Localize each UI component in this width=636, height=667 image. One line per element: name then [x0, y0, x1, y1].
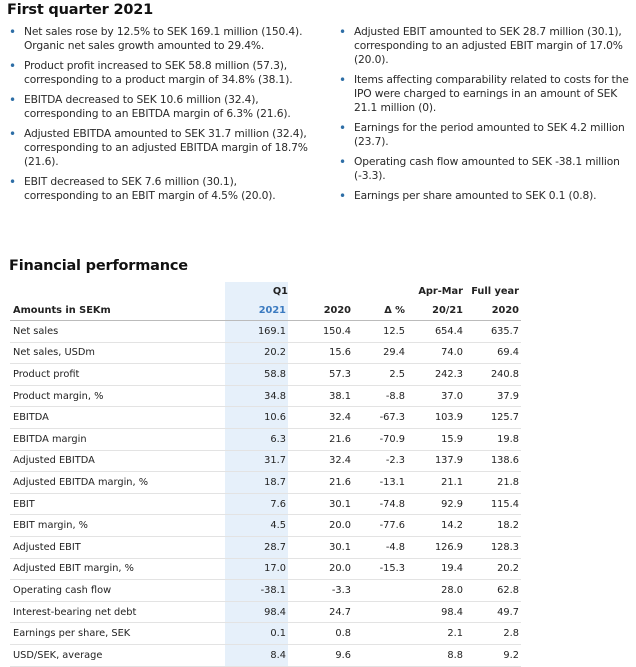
row-label: Operating cash flow	[10, 580, 225, 602]
row-label: EBITDA margin	[10, 428, 225, 450]
table-cell: 169.1	[225, 321, 288, 343]
table-cell: -15.3	[353, 558, 407, 580]
table-cell	[353, 644, 407, 666]
table-cell: 32.4	[288, 407, 353, 429]
table-cell: 30.1	[288, 536, 353, 558]
bullet-icon: •	[339, 73, 346, 87]
table-cell: 9.2	[465, 644, 521, 666]
table-cell	[353, 580, 407, 602]
table-cell: 69.4	[465, 342, 521, 364]
table-cell: -38.1	[225, 580, 288, 602]
table-row	[10, 644, 521, 666]
right-bullet-item	[338, 73, 634, 115]
bullet-icon: •	[339, 121, 346, 135]
table-cell: 17.0	[225, 558, 288, 580]
table-cell: 20.0	[288, 558, 353, 580]
col-header-q1-2021: 2021	[225, 301, 288, 321]
bullet-text: Net sales rose by 12.5% to SEK 169.1 million (150.4). Organic net sales growth amounted to 29.4%.	[24, 25, 303, 52]
row-label: Net sales, USDm	[10, 342, 225, 364]
table-cell: 14.2	[407, 515, 465, 537]
table-cell: 58.8	[225, 364, 288, 386]
row-label: USD/SEK, average	[10, 644, 225, 666]
table-row	[10, 472, 521, 494]
table-row	[10, 364, 521, 386]
row-label: Net sales	[10, 321, 225, 343]
row-label: Product profit	[10, 364, 225, 386]
table-cell: 38.1	[288, 385, 353, 407]
col-header-apr-mar: 20/21	[407, 301, 465, 321]
table-cell: 92.9	[407, 493, 465, 515]
table-cell: -4.8	[353, 536, 407, 558]
row-label: Adjusted EBIT margin, %	[10, 558, 225, 580]
table-cell: -3.3	[288, 580, 353, 602]
table-cell: 2.5	[353, 364, 407, 386]
table-cell: 30.1	[288, 493, 353, 515]
bullet-icon: •	[339, 25, 346, 39]
table-cell	[353, 601, 407, 623]
col-header-amounts: Amounts in SEKm	[10, 301, 225, 321]
bullet-text: Earnings for the period amounted to SEK 4.2 million (23.7).	[354, 121, 625, 148]
left-bullet-item	[8, 59, 308, 87]
table-cell: 4.5	[225, 515, 288, 537]
table-cell: 21.8	[465, 472, 521, 494]
table-cell: 19.4	[407, 558, 465, 580]
row-label: EBIT	[10, 493, 225, 515]
financial-performance-table	[10, 282, 521, 667]
table-cell: 74.0	[407, 342, 465, 364]
table-cell: 0.8	[288, 623, 353, 645]
table-cell: 126.9	[407, 536, 465, 558]
table-row	[10, 407, 521, 429]
table-cell: 2.8	[465, 623, 521, 645]
table-cell: 28.0	[407, 580, 465, 602]
bullet-icon: •	[9, 127, 16, 141]
bullet-icon: •	[9, 59, 16, 73]
left-bullet-list	[8, 25, 308, 209]
table-cell: 137.9	[407, 450, 465, 472]
table-cell: 20.2	[465, 558, 521, 580]
table-cell: 49.7	[465, 601, 521, 623]
table-cell: -77.6	[353, 515, 407, 537]
section-title-first-quarter: First quarter 2021	[7, 2, 153, 18]
table-cell: 28.7	[225, 536, 288, 558]
table-cell: 19.8	[465, 428, 521, 450]
table-cell: 115.4	[465, 493, 521, 515]
table-cell: -8.8	[353, 385, 407, 407]
row-label: Product margin, %	[10, 385, 225, 407]
table-cell: 24.7	[288, 601, 353, 623]
row-label: Adjusted EBIT	[10, 536, 225, 558]
bullet-icon: •	[9, 25, 16, 39]
table-cell: 29.4	[353, 342, 407, 364]
table-cell: 20.2	[225, 342, 288, 364]
row-label: EBITDA	[10, 407, 225, 429]
table-cell: -67.3	[353, 407, 407, 429]
right-bullet-item	[338, 25, 634, 67]
right-bullet-item	[338, 121, 634, 149]
table-cell: 15.6	[288, 342, 353, 364]
bullet-text: Adjusted EBITDA amounted to SEK 31.7 million (32.4), corresponding to an adjusted EBITDA margin of 18.7% (21.6).	[24, 127, 308, 168]
bullet-text: EBITDA decreased to SEK 10.6 million (32.4), corresponding to an EBITDA margin of 6.3% (21.6).	[24, 93, 291, 120]
row-label: Adjusted EBITDA	[10, 450, 225, 472]
col-header-delta: Δ %	[353, 301, 407, 321]
bullet-text: EBIT decreased to SEK 7.6 million (30.1), corresponding to an EBIT margin of 4.5% (20.0).	[24, 175, 276, 202]
bullet-icon: •	[9, 93, 16, 107]
table-cell: 103.9	[407, 407, 465, 429]
row-label: Interest-bearing net debt	[10, 601, 225, 623]
left-bullet-item	[8, 93, 308, 121]
table-cell: 240.8	[465, 364, 521, 386]
table-cell: 21.6	[288, 428, 353, 450]
table-cell: 10.6	[225, 407, 288, 429]
table-cell: 37.9	[465, 385, 521, 407]
apr-mar-group-header: Apr-Mar	[418, 286, 463, 297]
bullet-text: Items affecting comparability related to costs for the IPO were charged to earnings in an amount of SEK 21.1 million (0).	[354, 73, 629, 114]
full-year-group-header: Full year	[471, 286, 519, 297]
table-cell: 12.5	[353, 321, 407, 343]
section-title-financial-performance: Financial performance	[9, 258, 188, 274]
row-label: EBIT margin, %	[10, 515, 225, 537]
bullet-icon: •	[339, 155, 346, 169]
row-label: Adjusted EBITDA margin, %	[10, 472, 225, 494]
table-cell: 98.4	[407, 601, 465, 623]
bullet-text: Earnings per share amounted to SEK 0.1 (0.8).	[354, 189, 597, 202]
group-header-row	[10, 282, 521, 301]
col-header-full-year: 2020	[465, 301, 521, 321]
table-cell: -74.8	[353, 493, 407, 515]
bullet-icon: •	[339, 189, 346, 203]
column-header-row	[10, 301, 521, 321]
table-cell: 62.8	[465, 580, 521, 602]
col-header-q1-2020: 2020	[288, 301, 353, 321]
table-cell: 15.9	[407, 428, 465, 450]
table-row	[10, 601, 521, 623]
row-label: Earnings per share, SEK	[10, 623, 225, 645]
left-bullet-item	[8, 25, 308, 53]
table-row	[10, 428, 521, 450]
table-row	[10, 558, 521, 580]
right-bullet-item	[338, 155, 634, 183]
table-cell: 8.4	[225, 644, 288, 666]
table-cell: 2.1	[407, 623, 465, 645]
table-cell: 138.6	[465, 450, 521, 472]
table-cell: 150.4	[288, 321, 353, 343]
right-bullet-item	[338, 189, 634, 203]
table-cell: 125.7	[465, 407, 521, 429]
table-cell: 21.6	[288, 472, 353, 494]
table-row	[10, 342, 521, 364]
table-cell: 8.8	[407, 644, 465, 666]
bullet-icon: •	[9, 175, 16, 189]
bullet-text: Adjusted EBIT amounted to SEK 28.7 million (30.1), corresponding to an adjusted EBIT margin of 17.0% (20.0).	[354, 25, 623, 66]
table-cell: 7.6	[225, 493, 288, 515]
left-bullet-item	[8, 127, 308, 169]
table-row	[10, 321, 521, 343]
table-cell: 635.7	[465, 321, 521, 343]
table-cell: 20.0	[288, 515, 353, 537]
table-cell: -70.9	[353, 428, 407, 450]
table-cell: 9.6	[288, 644, 353, 666]
table-cell: 6.3	[225, 428, 288, 450]
table-cell: 57.3	[288, 364, 353, 386]
table-cell: 18.2	[465, 515, 521, 537]
table-cell: -13.1	[353, 472, 407, 494]
table-row	[10, 536, 521, 558]
table-cell: 37.0	[407, 385, 465, 407]
table-cell: 128.3	[465, 536, 521, 558]
table-cell: 21.1	[407, 472, 465, 494]
q1-group-header: Q1	[225, 282, 288, 301]
table-row	[10, 493, 521, 515]
bullet-text: Operating cash flow amounted to SEK -38.1 million (-3.3).	[354, 155, 620, 182]
table-row	[10, 580, 521, 602]
table-cell: 34.8	[225, 385, 288, 407]
table-row	[10, 515, 521, 537]
table-cell	[353, 623, 407, 645]
table-cell: 0.1	[225, 623, 288, 645]
table-cell: 32.4	[288, 450, 353, 472]
table-cell: 18.7	[225, 472, 288, 494]
left-bullet-item	[8, 175, 308, 203]
table-row	[10, 623, 521, 645]
table-row	[10, 450, 521, 472]
table-cell: 654.4	[407, 321, 465, 343]
table-cell: 98.4	[225, 601, 288, 623]
table-cell: 242.3	[407, 364, 465, 386]
right-bullet-list	[338, 25, 634, 209]
table-cell: -2.3	[353, 450, 407, 472]
table-cell: 31.7	[225, 450, 288, 472]
bullet-text: Product profit increased to SEK 58.8 million (57.3), corresponding to a product margin of 34.8% (38.1).	[24, 59, 293, 86]
table-row	[10, 385, 521, 407]
